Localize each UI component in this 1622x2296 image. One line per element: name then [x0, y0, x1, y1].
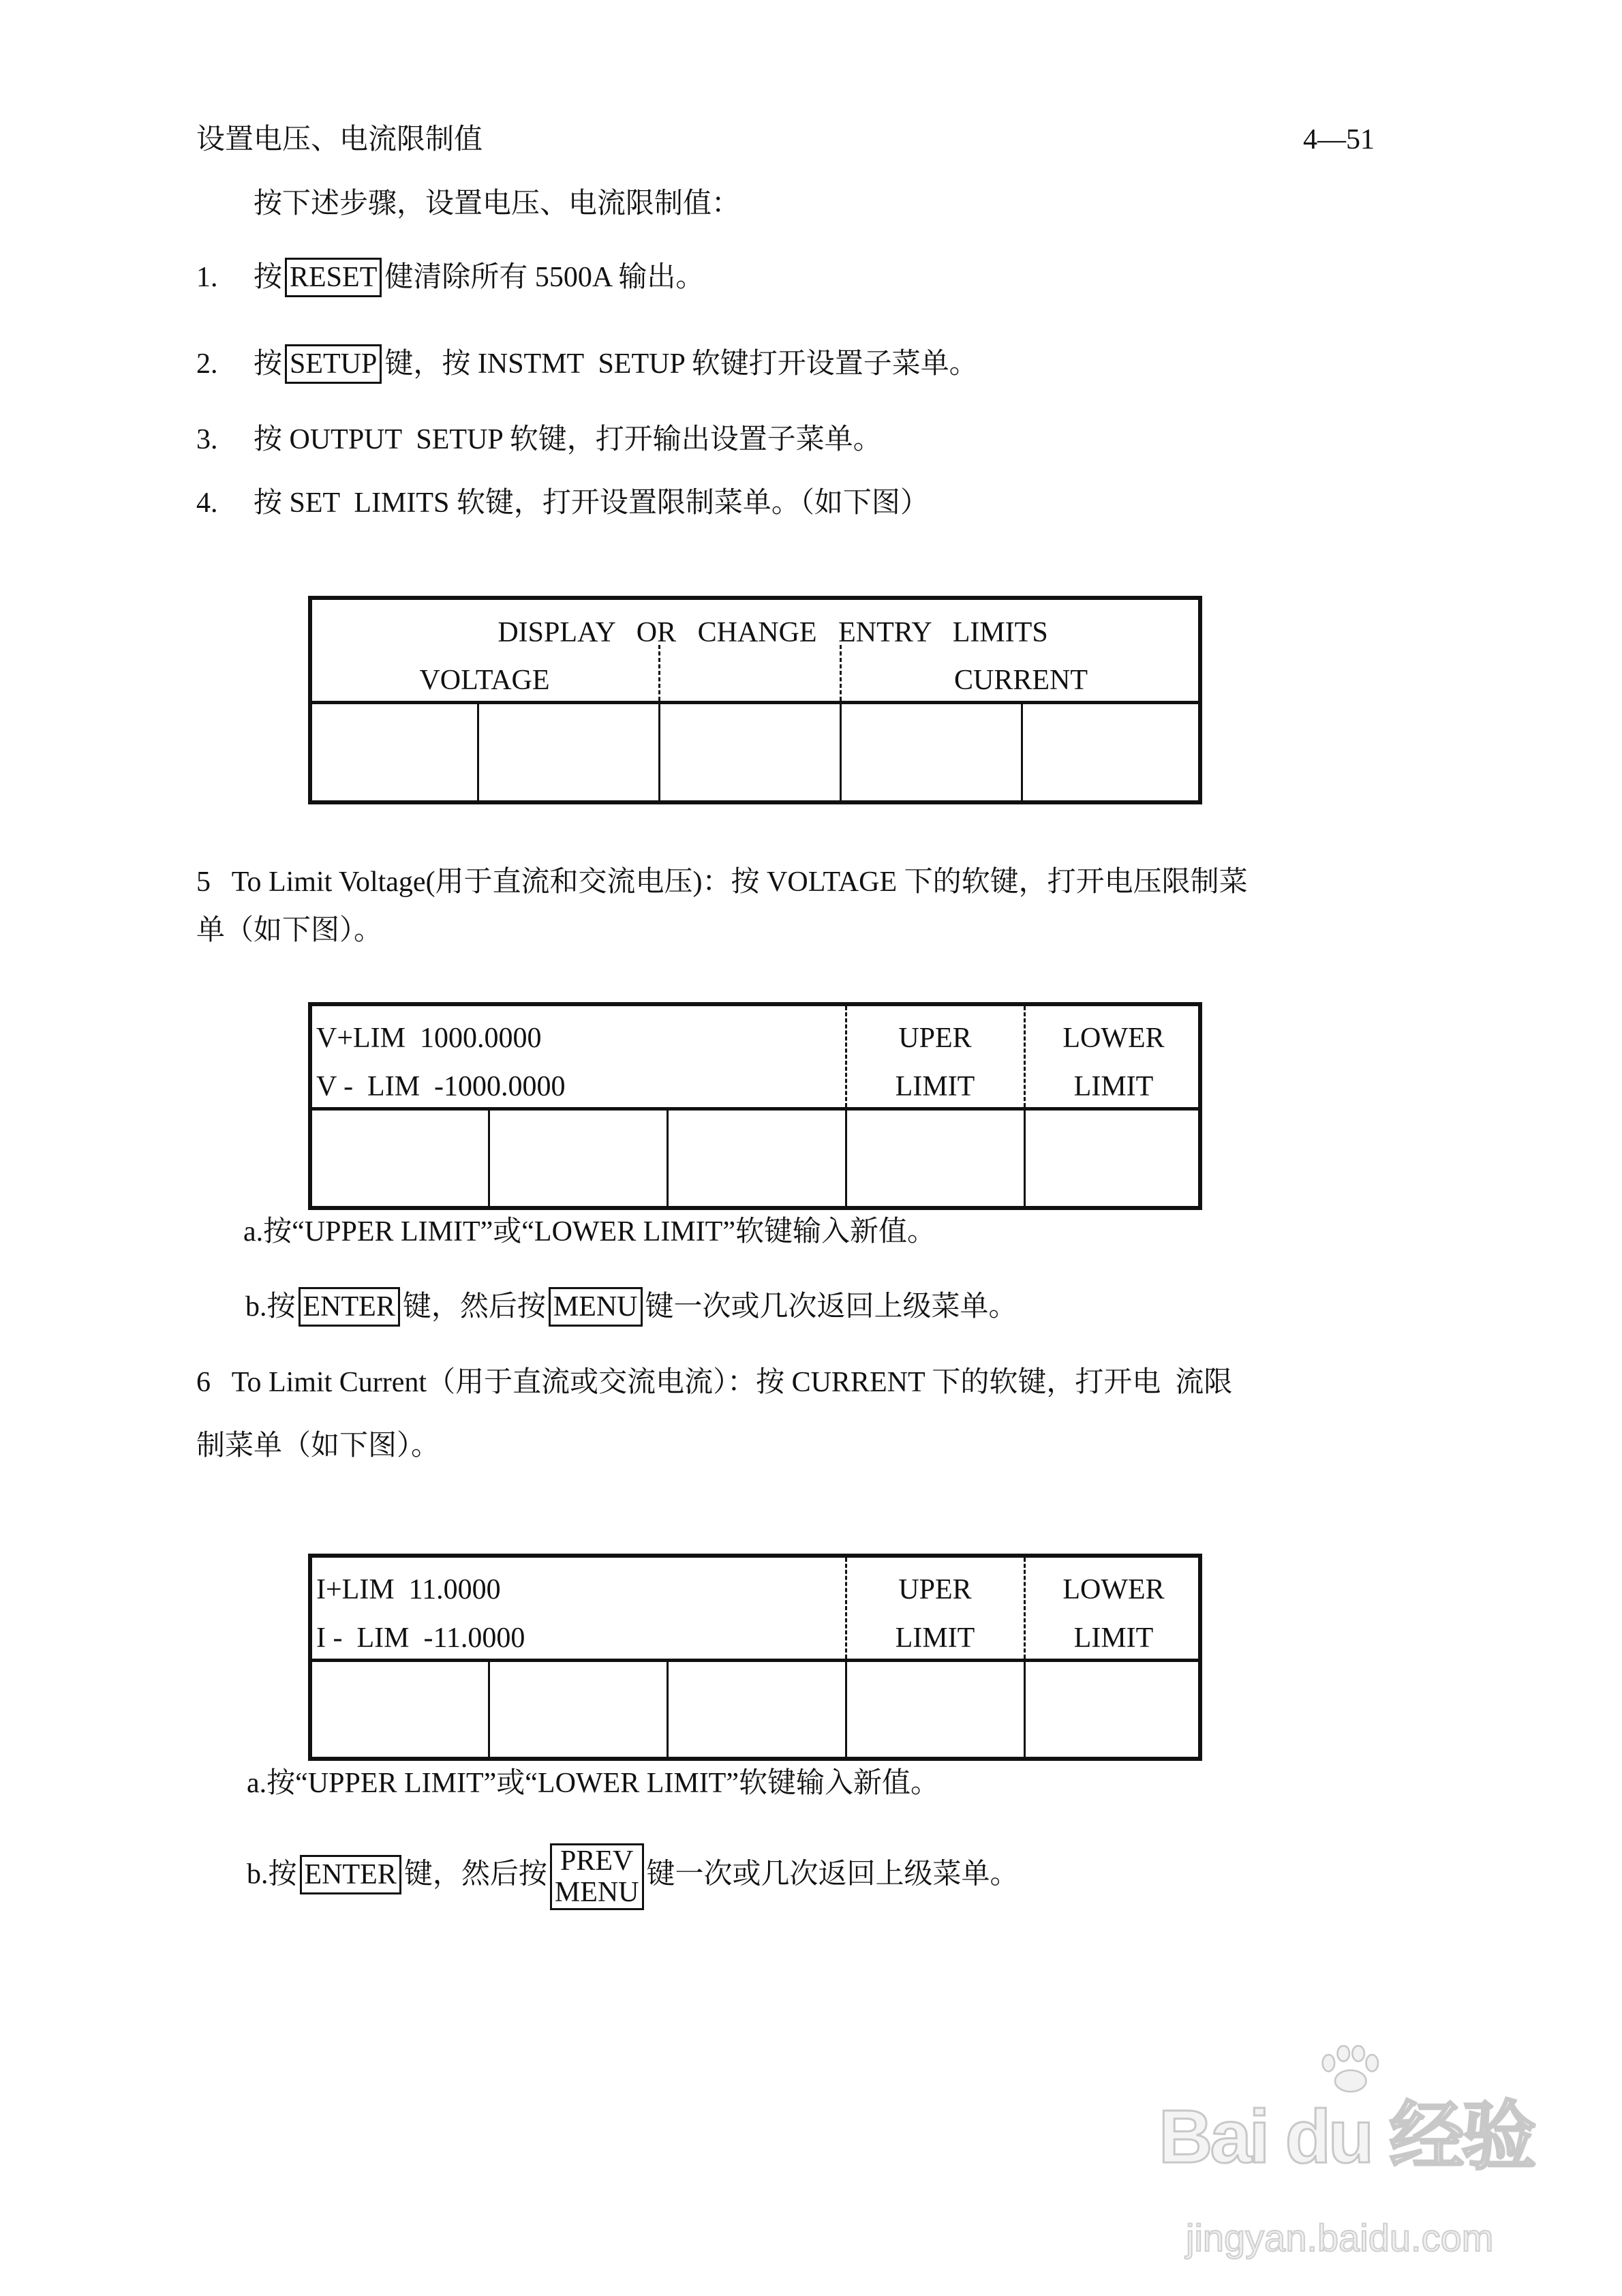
lower-limit-label: LIMIT — [1073, 1071, 1154, 1102]
display-entry-limits — [308, 596, 1202, 804]
step-6a: a.按“UPPER LIMIT”或“LOWER LIMIT”软键输入新值。 — [247, 1768, 939, 1799]
softkey-divider — [658, 702, 660, 800]
divider — [312, 701, 1198, 704]
step-text: 键一次或几次返回上级菜单。 — [645, 1291, 1017, 1323]
softkey-divider — [1021, 702, 1023, 800]
step-text: b.按 — [247, 1858, 297, 1890]
step-6-line2: 制菜单（如下图）。 — [196, 1430, 440, 1462]
softkey-divider — [477, 702, 479, 800]
step-3 — [196, 422, 882, 457]
divider — [840, 645, 842, 701]
softkey-divider — [667, 1660, 669, 1757]
enter-key: ENTER — [299, 1287, 400, 1327]
watermark-url: jingyan.baidu.com — [1186, 2216, 1494, 2259]
setup-key: SETUP — [285, 344, 382, 384]
step-5a: a.按“UPPER LIMIT”或“LOWER LIMIT”软键输入新值。 — [243, 1216, 936, 1248]
prev-menu-key — [550, 1843, 644, 1910]
step-text: 键，然后按 — [403, 1858, 547, 1890]
display-current-limits — [308, 1554, 1202, 1761]
step-1 — [196, 258, 704, 297]
menu-key: MENU — [549, 1287, 643, 1327]
divider — [1024, 1558, 1026, 1659]
baidu-jingyan-watermark — [1159, 2045, 1581, 2277]
step-text: 健清除所有 5500A 输出。 — [384, 262, 705, 293]
section-title: 设置电压、电流限制值 — [196, 124, 483, 155]
v-upper-limit-value: V+LIM 1000.0000 — [316, 1023, 542, 1054]
step-4 — [196, 485, 929, 521]
key-label: PREV — [560, 1845, 634, 1877]
step-text: 键，然后按 — [402, 1291, 546, 1323]
divider — [658, 645, 660, 701]
step-2 — [196, 344, 978, 384]
upper-limit-label: LIMIT — [895, 1071, 975, 1102]
step-6-line1: 6 To Limit Current（用于直流或交流电流）：按 CURRENT 下的软键，打开电 流限 — [196, 1367, 1233, 1398]
intro-text: 按下述步骤，设置电压、电流限制值： — [254, 188, 741, 220]
step-5b — [245, 1287, 1017, 1327]
step-5-line2: 单（如下图）。 — [196, 915, 383, 946]
softkey-divider — [488, 1108, 490, 1206]
softkey-divider — [840, 702, 842, 800]
lower-limit-label: LOWER — [1062, 1574, 1165, 1605]
upper-limit-label: LIMIT — [895, 1622, 975, 1654]
step-text: b.按 — [245, 1291, 296, 1323]
step-number: 3. — [196, 424, 218, 455]
divider — [312, 1107, 1198, 1111]
i-upper-limit-value: I+LIM 11.0000 — [316, 1574, 501, 1605]
step-text: 按 OUTPUT SETUP 软键，打开输出设置子菜单。 — [254, 424, 882, 455]
step-text: 键，按 INSTMT SETUP 软键打开设置子菜单。 — [384, 348, 978, 380]
v-lower-limit-value: V - LIM -1000.0000 — [316, 1071, 566, 1102]
softkey-divider — [667, 1108, 669, 1206]
softkey-divider — [845, 1660, 847, 1757]
step-text: 键一次或几次返回上级菜单。 — [646, 1858, 1019, 1890]
paw-icon — [1309, 2045, 1390, 2093]
divider — [1024, 1006, 1026, 1107]
voltage-label: VOLTAGE — [419, 665, 550, 696]
step-text: 按 — [254, 348, 283, 380]
step-5-line1: 5 To Limit Voltage(用于直流和交流电压)：按 VOLTAGE 下的软键，打开电压限制菜 — [196, 866, 1248, 898]
softkey-divider — [1024, 1660, 1026, 1757]
upper-limit-label: UPER — [898, 1023, 972, 1054]
lower-limit-label: LIMIT — [1073, 1622, 1154, 1654]
page-number: 4—51 — [1303, 124, 1375, 155]
divider — [312, 1659, 1198, 1662]
step-number: 4. — [196, 487, 218, 519]
upper-limit-label: UPER — [898, 1574, 972, 1605]
key-label: MENU — [554, 1877, 639, 1908]
softkey-divider — [1024, 1108, 1026, 1206]
step-text: 按 SET LIMITS 软键，打开设置限制菜单。（如下图） — [254, 487, 929, 519]
step-6b — [247, 1843, 1019, 1910]
display-title: DISPLAY OR CHANGE ENTRY LIMITS — [498, 617, 1048, 648]
step-number: 2. — [196, 348, 218, 380]
divider — [845, 1006, 847, 1107]
softkey-divider — [488, 1660, 490, 1757]
reset-key: RESET — [285, 258, 382, 297]
display-voltage-limits — [308, 1002, 1202, 1210]
softkey-divider — [845, 1108, 847, 1206]
watermark-logo: Bai du 经验 — [1159, 2095, 1534, 2179]
i-lower-limit-value: I - LIM -11.0000 — [316, 1622, 525, 1654]
enter-key: ENTER — [300, 1855, 401, 1894]
step-text: 按 — [254, 262, 283, 293]
divider — [845, 1558, 847, 1659]
current-label: CURRENT — [953, 665, 1088, 696]
step-number: 1. — [196, 262, 218, 293]
lower-limit-label: LOWER — [1062, 1023, 1165, 1054]
